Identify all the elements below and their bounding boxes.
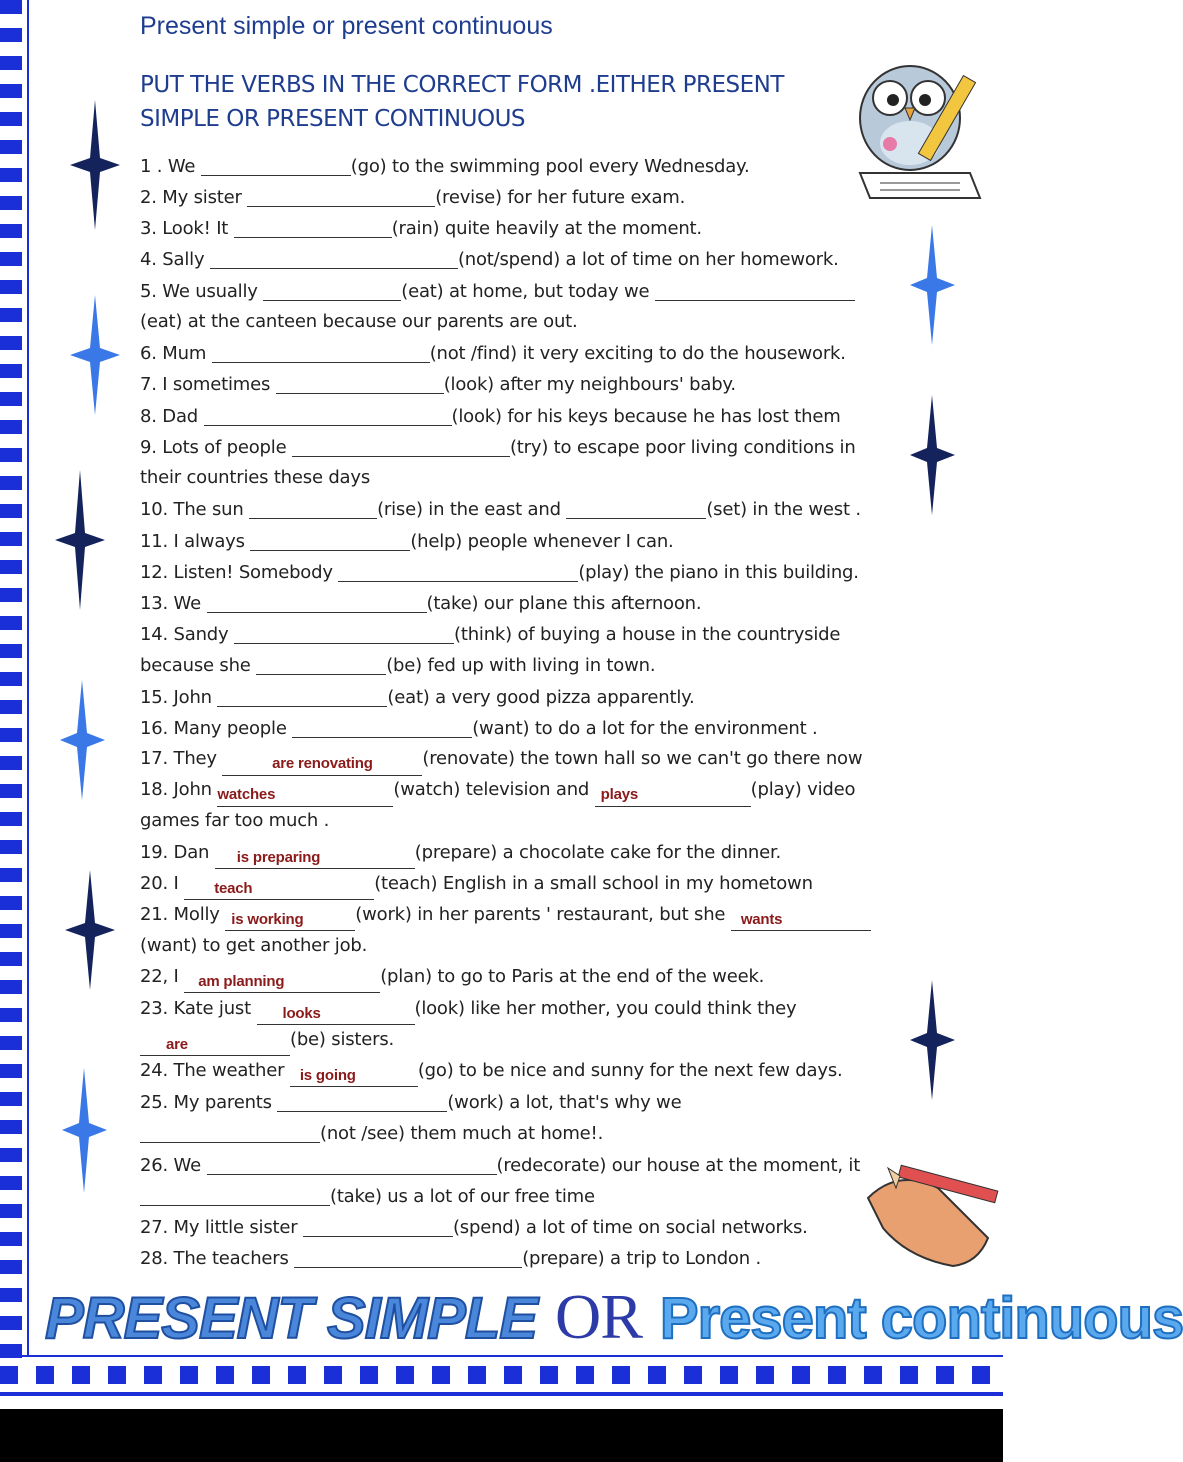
- answer-blank[interactable]: [204, 405, 452, 426]
- exercise-item-20: 20. I teach (teach) English in a small school in my hometown: [140, 873, 813, 900]
- answer-filled[interactable]: is working: [225, 911, 355, 931]
- answer-blank[interactable]: [294, 1247, 522, 1268]
- answer-blank[interactable]: [292, 717, 472, 738]
- answer-blank[interactable]: [201, 155, 351, 176]
- answer-blank[interactable]: [207, 1154, 497, 1175]
- exercise-item-14: 14. Sandy (think) of buying a house in the countryside: [140, 624, 841, 645]
- exercise-item-27: 27. My little sister (spend) a lot of time on social networks.: [140, 1217, 808, 1238]
- exercise-item-18-cont: games far too much .: [140, 810, 330, 831]
- answer-blank[interactable]: [207, 592, 427, 613]
- exercise-item-11: 11. I always (help) people whenever I can.: [140, 531, 674, 552]
- banner-present-continuous: Present continuous: [659, 1286, 1183, 1351]
- answer-blank[interactable]: [217, 686, 387, 707]
- instruction-line-1: PUT THE VERBS IN THE CORRECT FORM .EITHER PRESENT: [140, 72, 784, 98]
- answer-blank[interactable]: [655, 280, 855, 301]
- answer-blank[interactable]: [277, 1091, 447, 1112]
- exercise-item-16: 16. Many people (want) to do a lot for the environment .: [140, 718, 818, 739]
- answer-blank[interactable]: [140, 1122, 320, 1143]
- answer-blank[interactable]: [263, 280, 401, 301]
- answer-filled[interactable]: are: [140, 1036, 290, 1056]
- bottom-border-line: [0, 1355, 1003, 1357]
- answer-blank[interactable]: [292, 436, 510, 457]
- answer-filled[interactable]: are renovating: [222, 755, 422, 776]
- exercise-item-9-cont: their countries these days: [140, 467, 371, 488]
- exercise-item-13: 13. We (take) our plane this afternoon.: [140, 593, 702, 614]
- exercise-item-3: 3. Look! It (rain) quite heavily at the moment.: [140, 218, 702, 239]
- star-icon: [60, 680, 105, 800]
- exercise-item-15: 15. John (eat) a very good pizza apparently.: [140, 687, 695, 708]
- answer-blank[interactable]: [234, 623, 454, 644]
- black-bar: [0, 1409, 1003, 1462]
- star-icon: [910, 395, 955, 515]
- answer-blank[interactable]: [234, 217, 392, 238]
- exercise-item-25: 25. My parents (work) a lot, that's why we: [140, 1092, 682, 1113]
- answer-blank[interactable]: [249, 498, 377, 519]
- exercise-item-22: 22, I am planning (plan) to go to Paris at the end of the week.: [140, 966, 764, 993]
- exercise-item-17: 17. They are renovating (renovate) the town hall so we can't go there now: [140, 748, 862, 776]
- answer-blank[interactable]: [566, 498, 706, 519]
- exercise-item-14-cont: because she (be) fed up with living in town.: [140, 655, 656, 676]
- exercise-item-8: 8. Dad (look) for his keys because he has lost them: [140, 406, 841, 427]
- bottom-border-line-2: [0, 1392, 1003, 1396]
- exercise-item-24: 24. The weather is going (go) to be nice and sunny for the next few days.: [140, 1060, 843, 1087]
- exercise-item-5: 5. We usually (eat) at home, but today we: [140, 280, 855, 302]
- answer-blank[interactable]: [247, 186, 435, 207]
- answer-blank[interactable]: [276, 373, 444, 394]
- answer-filled[interactable]: watches: [217, 786, 393, 807]
- hand-pencil-illustration: [858, 1148, 1003, 1273]
- star-icon: [65, 870, 115, 990]
- answer-filled[interactable]: is going: [290, 1067, 418, 1087]
- exercise-item-9: 9. Lots of people (try) to escape poor living conditions in: [140, 437, 856, 458]
- star-icon: [910, 980, 955, 1100]
- exercise-item-7: 7. I sometimes (look) after my neighbours' baby.: [140, 374, 736, 395]
- exercise-item-21-cont: (want) to get another job.: [140, 935, 368, 956]
- page-title: Present simple or present continuous: [140, 12, 553, 40]
- bottom-dashed-border: [0, 1366, 1003, 1384]
- instruction-line-2: SIMPLE OR PRESENT CONTINUOUS: [140, 106, 526, 132]
- answer-blank[interactable]: [338, 561, 578, 582]
- answer-filled[interactable]: plays: [595, 786, 751, 807]
- answer-filled[interactable]: looks: [257, 1005, 415, 1025]
- instructions: [140, 68, 860, 136]
- exercise-item-1: 1 . We (go) to the swimming pool every Wednesday.: [140, 156, 750, 177]
- exercise-item-28: 28. The teachers (prepare) a trip to London .: [140, 1248, 761, 1269]
- star-icon: [70, 295, 120, 415]
- star-icon: [55, 470, 105, 610]
- banner: [45, 1280, 1183, 1354]
- exercise-item-21: 21. Molly is working (work) in her parents ' restaurant, but she wants: [140, 904, 871, 931]
- exercise-item-10: 10. The sun (rise) in the east and (set) in the west .: [140, 499, 861, 520]
- answer-filled[interactable]: am planning: [184, 973, 380, 993]
- exercise-item-23-cont: are (be) sisters.: [140, 1029, 394, 1056]
- owl-illustration: [850, 48, 990, 208]
- exercise-item-6: 6. Mum (not /find) it very exciting to do the housework.: [140, 343, 846, 364]
- exercise-item-26-cont: (take) us a lot of our free time: [140, 1185, 595, 1207]
- star-icon: [910, 225, 955, 345]
- answer-blank[interactable]: [210, 248, 458, 269]
- star-icon: [62, 1068, 107, 1193]
- exercise-item-4: 4. Sally (not/spend) a lot of time on her homework.: [140, 249, 839, 270]
- answer-blank[interactable]: [140, 1185, 330, 1206]
- answer-blank[interactable]: [212, 342, 430, 363]
- exercise-item-12: 12. Listen! Somebody (play) the piano in this building.: [140, 562, 859, 583]
- left-border-line: [27, 0, 29, 1355]
- answer-filled[interactable]: is preparing: [215, 849, 415, 869]
- answer-filled[interactable]: teach: [184, 880, 374, 900]
- star-icon: [70, 100, 120, 230]
- left-dashed-border: [0, 0, 22, 1360]
- exercise-item-2: 2. My sister (revise) for her future exam.: [140, 187, 686, 208]
- banner-present-simple: PRESENT SIMPLE: [45, 1286, 537, 1351]
- answer-blank[interactable]: [250, 530, 410, 551]
- answer-blank[interactable]: [303, 1216, 453, 1237]
- exercise-item-26: 26. We (redecorate) our house at the moment, it: [140, 1155, 861, 1176]
- answer-blank[interactable]: [256, 654, 386, 675]
- exercise-item-5-cont: (eat) at the canteen because our parents are out.: [140, 311, 578, 332]
- answer-filled[interactable]: wants: [731, 911, 871, 931]
- exercise-item-18: 18. John watches (watch) television and plays (play) video: [140, 779, 855, 807]
- banner-or: OR: [554, 1281, 642, 1352]
- exercise-item-25-cont: (not /see) them much at home!.: [140, 1122, 603, 1144]
- exercise-item-23: 23. Kate just looks (look) like her mother, you could think they: [140, 998, 797, 1025]
- exercise-item-19: 19. Dan is preparing (prepare) a chocolate cake for the dinner.: [140, 842, 781, 869]
